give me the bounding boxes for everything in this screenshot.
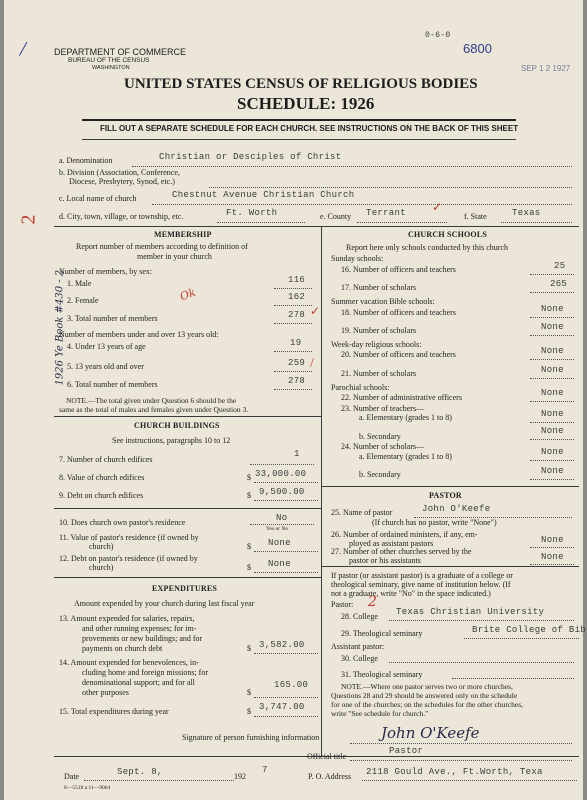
weekday-schools-label: Week-day religious schools: [331, 340, 422, 349]
q20-label: 20. Number of officers and teachers [341, 350, 456, 359]
print-code: 8—5518 a 11—9064 [64, 785, 111, 791]
q11-label-2: church) [89, 542, 114, 551]
q9-dollar-sign: $ [247, 491, 251, 500]
q24a-value: None [541, 447, 564, 457]
division-label-1: b. Division (Association, Conference, [59, 168, 180, 177]
q26-label-1: 26. Number of ordained ministers, if any, em- [331, 530, 478, 539]
q11-label-1: 11. Value of pastor's residence (if owned by [59, 533, 199, 542]
q23b-label: b. Secondary [359, 432, 401, 441]
q29-value: Brite College of Bib [472, 625, 587, 635]
county-check-mark: ✓ [432, 200, 443, 214]
q4-under13-label: 4. Under 13 years of age [67, 342, 146, 351]
membership-sub-2: member in your church [137, 252, 212, 261]
official-title-value: Pastor [389, 746, 424, 756]
q23b-value: None [541, 426, 564, 436]
q27-label-1: 27. Number of other churches served by the [331, 547, 472, 556]
q15-dollar-sign: $ [247, 707, 251, 716]
q21-label: 21. Number of scholars [341, 369, 417, 378]
membership-heading: MEMBERSHIP [154, 230, 212, 239]
membership-note-1: NOTE.—The total given under Question 6 should be the [66, 396, 237, 405]
stamp-code: 0-6-0 [425, 31, 451, 40]
q10-hint: Yes or No [266, 526, 289, 532]
q27-value: None [541, 552, 564, 562]
q26-value: None [541, 535, 564, 545]
margin-pencil-note: 1926 Ye Book #430 - 2 [54, 269, 66, 386]
q24a-label: a. Elementary (grades 1 to 8) [359, 452, 452, 461]
county-value: Terrant [366, 208, 406, 218]
q2-female-value: 162 [288, 292, 306, 302]
q8-dollar-sign: $ [247, 473, 251, 482]
q15-value: 3,747.00 [259, 702, 305, 712]
q23-label: 23. Number of teachers— [341, 404, 425, 413]
q5-over13-value: 259 [288, 358, 306, 368]
q15-label: 15. Total expenditures during year [59, 707, 169, 716]
city-label: d. City, town, village, or township, etc. [59, 212, 184, 221]
q16-value: 25 [554, 261, 566, 271]
census-schedule-sheet [4, 0, 587, 800]
q13-value: 3,582.00 [259, 640, 305, 650]
q22-label: 22. Number of administrative officers [341, 393, 462, 402]
date-label: Date [64, 772, 80, 781]
q16-label: 16. Number of officers and teachers [341, 265, 456, 274]
official-title-label: Official title [307, 752, 347, 761]
pastor-red-mark: 2 [368, 594, 377, 610]
schools-heading: CHURCH SCHOOLS [408, 230, 488, 239]
q18-label: 18. Number of officers and teachers [341, 308, 456, 317]
q12-label-2: church) [89, 563, 114, 572]
q19-label: 19. Number of scholars [341, 326, 417, 335]
denomination-label: a. Denomination [59, 156, 113, 165]
q9-label: 9. Debt on church edifices [59, 491, 144, 500]
q5-check-mark: / [310, 356, 314, 371]
q3-total-value: 278 [288, 310, 306, 320]
assistant-pastor-subheading: Assistant pastor: [331, 642, 385, 651]
margin-red-mark: 2 [17, 214, 40, 225]
q10-value: No [276, 513, 288, 523]
q14-dollar-sign: $ [247, 688, 251, 697]
po-address-label: P. O. Address [308, 772, 352, 781]
year-prefix: 192 [234, 772, 246, 781]
pastor-note-2: Questions 28 and 29 should be answered only on the schedule [331, 691, 518, 700]
q1-male-label: 1. Male [67, 279, 92, 288]
stamp-number: 6800 [463, 41, 492, 56]
q26-label-2: ployed as assistant pastors [349, 539, 434, 548]
q5-over13-label: 5. 13 years old and over [67, 362, 144, 371]
q18-value: None [541, 304, 564, 314]
q2-female-label: 2. Female [67, 296, 99, 305]
parochial-schools-label: Parochial schools: [331, 383, 390, 392]
q13-line-1: 13. Amount expended for salaries, repairs, [59, 614, 195, 623]
q28-value: Texas Christian University [396, 607, 545, 617]
q22-value: None [541, 388, 564, 398]
state-value: Texas [512, 208, 541, 218]
q7-label: 7. Number of church edifices [59, 455, 153, 464]
q7-value: 1 [294, 449, 300, 459]
pastor-note-4: write "See schedule for church." [331, 709, 429, 718]
date-value: Sept. 8, [117, 767, 163, 777]
membership-note-2: same as the total of males and females given under Question 3. [59, 405, 249, 414]
bureau-name: BUREAU OF THE CENSUS [68, 57, 150, 64]
q23a-label: a. Elementary (grades 1 to 8) [359, 413, 452, 422]
q14-line-1: 14. Amount expended for benevolences, in- [59, 658, 199, 667]
q6-total-label: 6. Total number of members [67, 380, 158, 389]
members-by-sex-label: Number of members, by sex: [59, 267, 153, 276]
expenditures-sub: Amount expended by your church during last fiscal year [74, 599, 255, 608]
q1-male-value: 116 [288, 275, 306, 285]
graduate-note-1: If pastor (or assistant pastor) is a graduate of a college or [331, 571, 513, 580]
q14-line-3: denominational support; and for all [82, 678, 195, 687]
schools-sub: Report here only schools conducted by this church [346, 243, 508, 252]
signature-label: Signature of person furnishing information [182, 733, 320, 742]
q30-label: 30. College [341, 654, 378, 663]
q9-value: 9,500.00 [259, 487, 305, 497]
schedule-title: SCHEDULE: 1926 [237, 94, 375, 113]
q24b-value: None [541, 466, 564, 476]
q13-line-2: and other running expenses; for im- [82, 624, 197, 633]
page-title: UNITED STATES CENSUS OF RELIGIOUS BODIES [124, 76, 478, 92]
q14-value: 165.00 [274, 680, 309, 690]
q8-value: 33,000.00 [255, 469, 307, 479]
q10-label: 10. Does church own pastor's residence [59, 518, 186, 527]
q25-hint: (If church has no pastor, write "None") [372, 518, 497, 527]
sunday-schools-label: Sunday schools: [331, 254, 384, 263]
q3-total-label: 3. Total number of members [67, 314, 158, 323]
buildings-heading: CHURCH BUILDINGS [134, 421, 220, 430]
summer-schools-label: Summer vacation Bible schools: [331, 297, 435, 306]
q13-line-3: provements or new buildings; and for [82, 634, 203, 643]
state-label: f. State [464, 212, 487, 221]
department-name: DEPARTMENT OF COMMERCE [54, 47, 187, 57]
q17-value: 265 [550, 279, 568, 289]
local-name-value: Chestnut Avenue Christian Church [172, 190, 355, 200]
q25-label: 25. Name of pastor [331, 508, 393, 517]
q14-line-2: cluding home and foreign missions; for [82, 668, 208, 677]
po-address-value: 2118 Gould Ave., Ft.Worth, Texa [366, 767, 543, 777]
q29-label: 29. Theological seminary [341, 629, 423, 638]
q11-dollar-sign: $ [247, 542, 251, 551]
received-date-stamp: SEP 1 2 1927 [521, 64, 571, 73]
pencil-check-mark: / [17, 35, 29, 62]
pastor-subheading: Pastor: [331, 600, 354, 609]
denomination-value: Christian or Desciples of Christ [159, 152, 342, 162]
q17-label: 17. Number of scholars [341, 283, 417, 292]
q25-value: John O'Keefe [422, 504, 491, 514]
q8-label: 8. Value of church edifices [59, 473, 145, 482]
graduate-note-2: theological seminary, give name of institution below. (If [331, 580, 511, 589]
bureau-city: WASHINGTON [92, 65, 130, 71]
q27-label-2: pastor or his assistants [349, 556, 421, 565]
local-name-label: c. Local name of church [59, 194, 137, 203]
instruction-line: FILL OUT A SEPARATE SCHEDULE FOR EACH CHURCH. SEE INSTRUCTIONS ON THE BACK OF THIS SHEET [100, 124, 519, 133]
pastor-note-3: for one of the churches; on the schedules for the other churches, [331, 700, 524, 709]
members-by-age-label: Number of members under and over 13 years old: [59, 330, 219, 339]
q11-value: None [268, 538, 291, 548]
q31-label: 31. Theological seminary [341, 670, 423, 679]
city-value: Ft. Worth [226, 208, 278, 218]
q21-value: None [541, 365, 564, 375]
q12-value: None [268, 559, 291, 569]
q12-dollar-sign: $ [247, 563, 251, 572]
division-label-2: Diocese, Presbytery, Synod, etc.) [69, 177, 175, 186]
buildings-sub: See instructions, paragraphs 10 to 12 [112, 436, 231, 445]
q13-dollar-sign: $ [247, 644, 251, 653]
q12-label-1: 12. Debt on pastor's residence (if owned by [59, 554, 198, 563]
q6-total-value: 278 [288, 376, 306, 386]
expenditures-heading: EXPENDITURES [152, 584, 218, 593]
q3-check-mark: ✓ [310, 304, 321, 318]
graduate-note-3: not a graduate, write "No" in the space indicated.) [331, 589, 491, 598]
q13-line-4: payments on church debt [82, 644, 163, 653]
q4-under13-value: 19 [290, 338, 302, 348]
year-suffix: 7 [262, 765, 268, 775]
pastor-note-1: NOTE.—Where one pastor serves two or more churches, [341, 682, 513, 691]
pastor-heading: PASTOR [429, 491, 462, 500]
q24b-label: b. Secondary [359, 470, 401, 479]
q20-value: None [541, 346, 564, 356]
q28-label: 28. College [341, 612, 378, 621]
q14-line-4: other purposes [82, 688, 129, 697]
q23a-value: None [541, 409, 564, 419]
signature-value: John O'Keefe [381, 724, 480, 742]
q19-value: None [541, 322, 564, 332]
membership-sub-1: Report number of members according to definition of [76, 242, 248, 251]
county-label: e. County [320, 212, 352, 221]
q24-label: 24. Number of scholars— [341, 442, 425, 451]
q2-pencil-ok: Ok [178, 285, 198, 304]
